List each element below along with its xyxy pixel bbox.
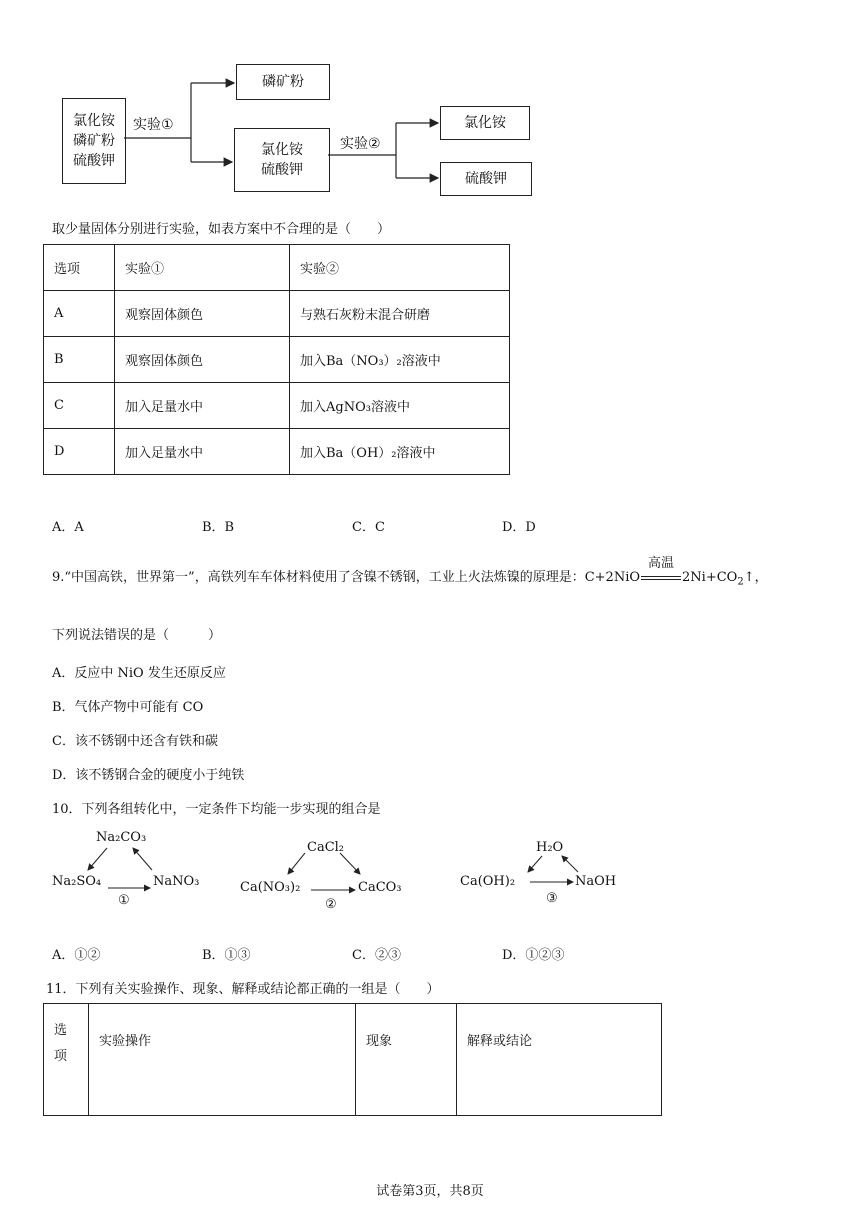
header-cell: 实验操作 <box>89 1004 356 1116</box>
option-d: D．①②③ <box>502 948 565 963</box>
diagram-1-left: Na₂SO₄ <box>52 874 102 889</box>
q8-prompt: 取少量固体分别进行实验，如表方案中不合理的是（ ） <box>52 222 391 237</box>
q9-prompt: 下列说法错误的是（ ） <box>52 628 222 643</box>
option-a: A．①② <box>52 948 101 963</box>
header-cell: 现象 <box>356 1004 457 1116</box>
reaction-condition <box>640 556 682 585</box>
equals-sign <box>641 576 681 580</box>
table-cell: 加入足量水中 <box>115 383 290 429</box>
q9-option-b: B．气体产物中可能有 CO <box>52 700 204 715</box>
table-cell: 加入Ba（OH）₂溶液中 <box>290 429 510 475</box>
diagram-2-top: CaCl₂ <box>307 840 345 855</box>
diagram-1-top: Na₂CO₃ <box>96 830 147 845</box>
table-cell: B <box>44 337 115 383</box>
page-footer: 试卷第3页，共8页 <box>376 1184 484 1199</box>
table-cell: C <box>44 383 115 429</box>
q11-stem: 11．下列有关实验操作、现象、解释或结论都正确的一组是（ ） <box>46 982 440 997</box>
q8-table <box>43 244 510 475</box>
table-cell: 观察固体颜色 <box>115 291 290 337</box>
conversion-arrows <box>0 820 640 920</box>
diagram-2-right: CaCO₃ <box>358 880 402 895</box>
table-cell: 与熟石灰粉末混合研磨 <box>290 291 510 337</box>
ammonium-box: 氯化铵 <box>440 106 530 140</box>
phosphate-box: 磷矿粉 <box>236 64 330 100</box>
header-cell: 实验② <box>290 245 510 291</box>
q9-stem-text: 9.“中国高铁，世界第一”，高铁列车车体材料使用了含镍不锈钢，工业上火法炼镍的原理是： <box>52 570 585 585</box>
q9-stem: 9.“中国高铁，世界第一”，高铁列车车体材料使用了含镍不锈钢，工业上火法炼镍的原理是：C+2NiO 高温 $2Ni+CO_2↑$， <box>52 566 768 588</box>
q9-option-d: D．该不锈钢合金的硬度小于纯铁 <box>52 768 245 783</box>
table-cell: 加入AgNO₃溶液中 <box>290 383 510 429</box>
option-b: B．①③ <box>202 948 251 963</box>
condition-text: 高温 <box>648 556 675 571</box>
table-row <box>44 337 510 383</box>
table-cell: 加入Ba（NO₃）₂溶液中 <box>290 337 510 383</box>
start-item: 磷矿粉 <box>73 132 115 149</box>
option-c: C．C <box>352 520 385 535</box>
table-row <box>44 291 510 337</box>
diagram-3-right: NaOH <box>575 874 617 889</box>
equation-tail: ↑， <box>743 570 768 585</box>
middle-item: 氯化铵 <box>261 141 303 158</box>
header-cell: 选项 <box>44 245 115 291</box>
potassium-box: 硫酸钾 <box>440 162 532 196</box>
start-item: 氯化铵 <box>73 112 115 129</box>
table-row <box>44 383 510 429</box>
table-row <box>44 429 510 475</box>
exp2-label: 实验② <box>340 136 381 152</box>
option-d: D．D <box>502 520 536 535</box>
diagram-3-top: H₂O <box>536 840 564 855</box>
header-cell: 选 项 <box>44 1004 89 1116</box>
option-c: C．②③ <box>352 948 401 963</box>
q9-option-a: A．反应中 NiO 发生还原反应 <box>52 666 226 681</box>
diagram-3-number: ③ <box>546 891 558 906</box>
diagram-3-left: Ca(OH)₂ <box>460 874 516 889</box>
q11-table <box>43 1003 662 1116</box>
start-item: 硫酸钾 <box>73 153 115 170</box>
table-cell: 加入足量水中 <box>115 429 290 475</box>
diagram-1-right: NaNO₃ <box>153 874 200 889</box>
exp1-label: 实验① <box>133 117 174 133</box>
equation-left: C+2NiO <box>584 570 641 585</box>
diagram-2-number: ② <box>325 897 337 912</box>
q9-option-c: C．该不锈钢中还含有铁和碳 <box>52 734 218 749</box>
table-header-row <box>44 245 510 291</box>
equation-right: 2Ni+CO <box>682 570 738 585</box>
header-cell: 实验① <box>115 245 290 291</box>
table-cell: 观察固体颜色 <box>115 337 290 383</box>
table-header-row <box>44 1004 662 1116</box>
option-a: A．A <box>52 520 84 535</box>
q10-stem: 10．下列各组转化中，一定条件下均能一步实现的组合是 <box>52 802 381 817</box>
diagram-1-number: ① <box>118 893 130 908</box>
table-cell: A <box>44 291 115 337</box>
diagram-2-left: Ca(NO₃)₂ <box>240 880 301 895</box>
flowchart-arrows <box>0 0 600 210</box>
table-cell: D <box>44 429 115 475</box>
middle-item: 硫酸钾 <box>261 162 303 178</box>
header-cell: 解释或结论 <box>457 1004 662 1116</box>
option-b: B．B <box>202 520 235 535</box>
